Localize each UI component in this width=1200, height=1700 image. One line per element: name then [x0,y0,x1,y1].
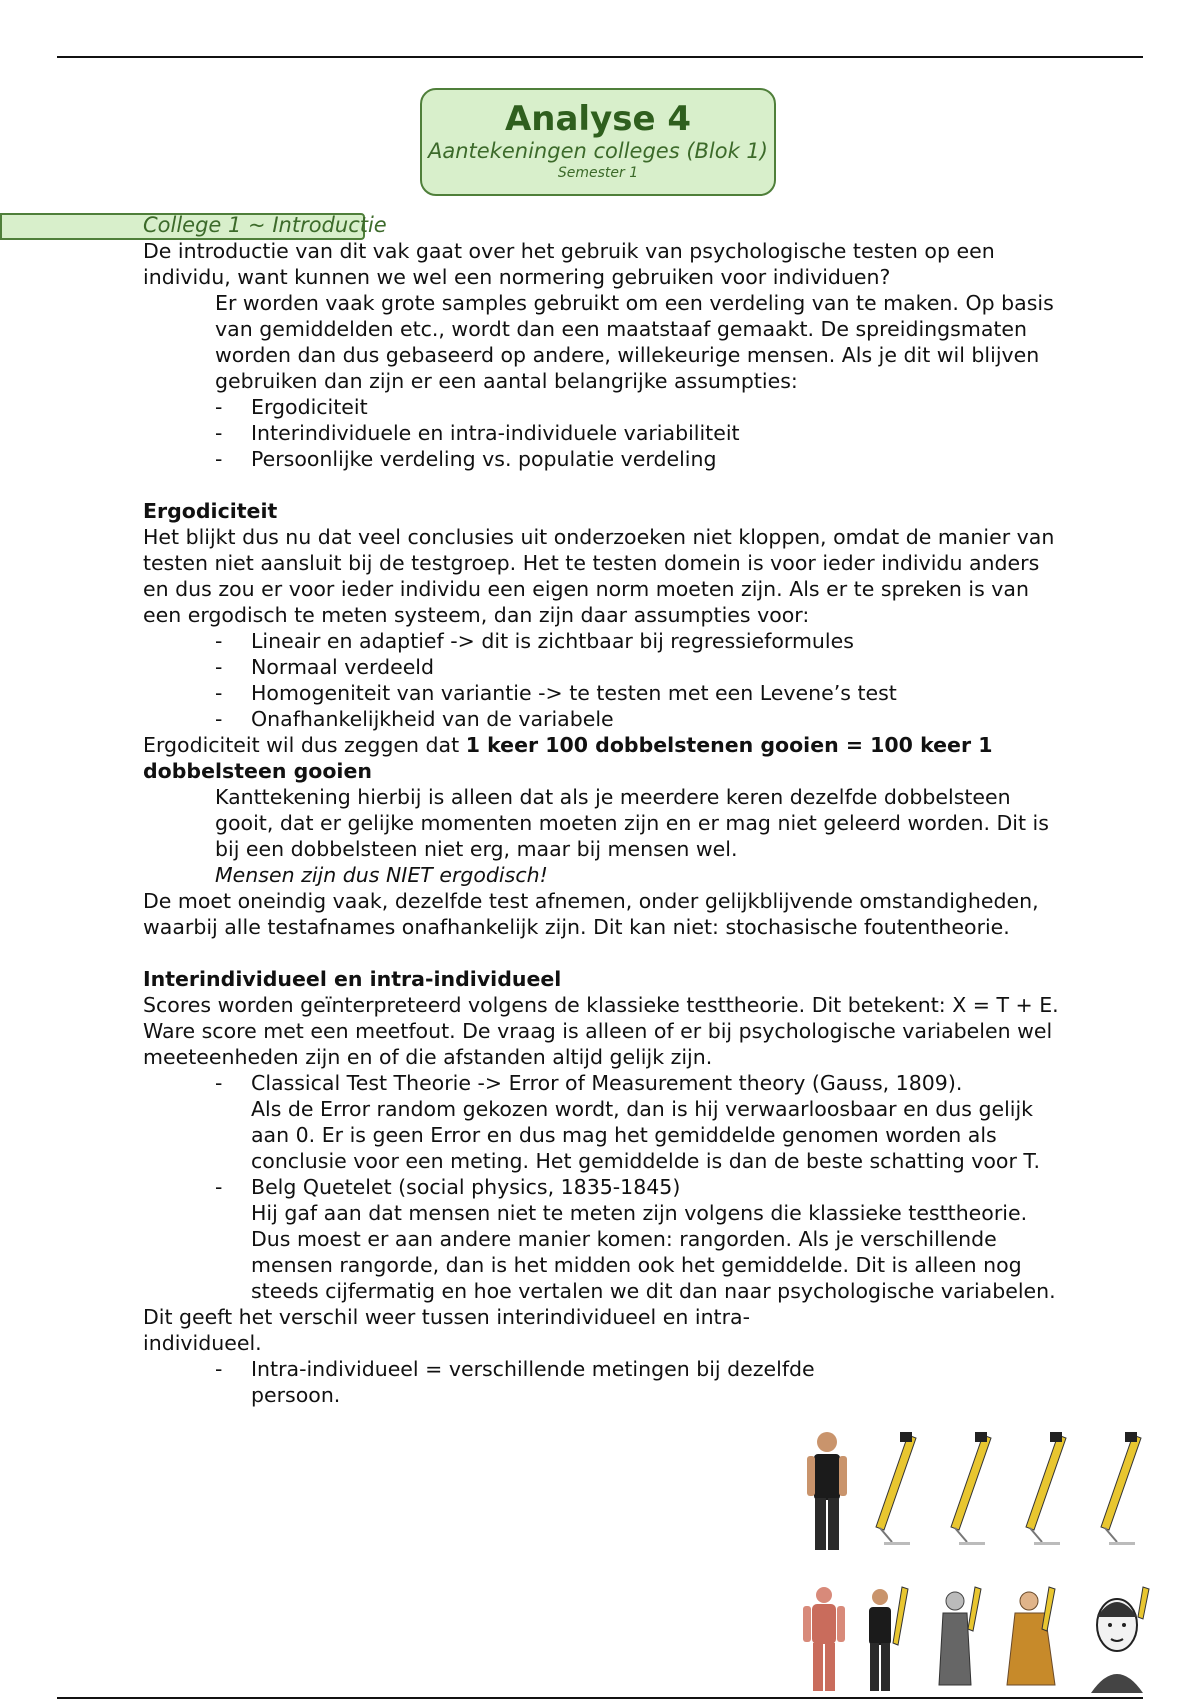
measurement-illustration [795,1425,1155,1697]
list-item: - Onafhankelijkheid van de variabele [215,706,1063,732]
stochastic-paragraph: De moet oneindig vaak, dezelfde test afnemen, onder gelijkblijvende omstandigheden, waarbij alle testafnames onafhankelijk zijn. Dit kan niet: stochasische foutentheorie. [143,889,1039,939]
list-item: - Homogeniteit van variantie -> te testen met een Levene’s test [215,680,1063,706]
list-item: - Ergodiciteit [215,394,1063,420]
document-body [143,238,1063,1408]
list-item: - Persoonlijke verdeling vs. populatie verdeling [215,446,1063,472]
portrait-sketch-icon [1085,1585,1153,1693]
anatomy-figure [800,1585,848,1693]
list-item: - Interindividuele en intra-individuele variabiliteit [215,420,1063,446]
intro-indented-paragraph: Er worden vaak grote samples gebruikt om een verdeling van te maken. Op basis van gemiddelden etc., wordt dan een maatstaaf gemaakt. De spreidingsmaten worden dan dus gebaseerd op andere, willekeurige mensen. Als je dit wil blijven gebruiken dan zijn er een aantal belangrijke assumpties: [215,291,1054,393]
semester-label: Semester 1 [557,165,639,181]
dice-statement: 1 keer 100 dobbelstenen gooien = 100 keer 1 dobbelsteen gooien [143,733,993,783]
list-item: - Belg Quetelet (social physics, 1835-1845) Hij gaf aan dat mensen niet te meten zijn volgens die klassieke testtheorie. Dus moest er aan andere manier komen: rangorden. Als je verschillende mensen rangorde, dan is het midden ook het gemiddelde. Dit is alleen nog steeds cijfermatig en hoe vertalen we dit dan naar psychologische variabelen. [215,1174,1063,1304]
top-rule [57,56,1143,58]
ergodiciteit-paragraph: Het blijkt dus nu dat veel conclusies uit onderzoeken niet kloppen, omdat de manier van testen niet aansluit bij de testgroep. Het te testen domein is voor ieder individu anders en dus zou er voor ieder individu een eigen norm moeten zijn. Als er te spreken is van een ergodisch te meten systeem, dan zijn daar assumpties voor: [143,525,1055,627]
ergodic-assumptions-list [143,628,1063,732]
not-ergodic-note: Mensen zijn dus NIET ergodisch! [215,863,548,887]
inter-paragraph-1: Scores worden geïnterpreteerd volgens de klassieke testtheorie. Dit betekent: X = T + E. [143,993,1059,1017]
list-item: - Lineair en adaptief -> dit is zichtbaar bij regressieformules [215,628,1063,654]
document-subtitle: Aantekeningen colleges (Blok 1) [428,139,768,163]
tape-measure-icon [1095,1430,1145,1555]
tape-measure-icon [945,1430,995,1555]
figure-row-top [795,1430,1155,1560]
title-box [420,88,776,196]
intro-paragraph: De introductie van dit vak gaat over het gebruik van psychologische testen op een individu, want kunnen we wel een normering gebruiken voor individuen? [143,239,995,289]
assumptions-list [143,394,1063,472]
inter-paragraph-3: Dit geeft het verschil weer tussen interindividueel en intra-individueel. [143,1305,750,1355]
tape-measure-icon [870,1430,920,1555]
list-item: - Intra-individueel = verschillende metingen bij dezelfde persoon. [215,1356,855,1408]
section-heading-ergodiciteit: Ergodiciteit [143,499,278,523]
theory-list [143,1070,1063,1304]
ergodiciteit-definition: Ergodiciteit wil dus zeggen dat 1 keer 100 dobbelstenen gooien = 100 keer 1 dobbelsteen gooien [143,733,993,783]
tape-measure-icon [1020,1430,1070,1555]
man-with-tape-icon [860,1585,912,1693]
intra-list [143,1356,855,1408]
section-heading-inter: Interindividueel en intra-individueel [143,967,562,991]
document-title: Analyse 4 [504,99,692,139]
inter-paragraph-2: Ware score met een meetfout. De vraag is alleen of er bij psychologische variabelen wel meeteenheden zijn en of die afstanden altijd gelijk zijn. [143,1019,1053,1069]
figure-row-bottom [795,1585,1155,1695]
dice-note: Kanttekening hierbij is alleen dat als je meerdere keren dezelfde dobbelsteen gooit, dat er gelijke momenten moeten zijn en er mag niet geleerd worden. Dit is bij een dobbelsteen niet erg, maar bij mensen wel. Mensen zijn dus NIET ergodisch! [215,785,1049,887]
historical-figure-icon [935,1585,985,1693]
list-item: - Normaal verdeeld [215,654,1063,680]
man-figure [805,1430,849,1555]
bottom-rule [57,1697,1143,1699]
robed-figure-icon [1005,1585,1061,1693]
college-heading: College 1 ~ Introductie [143,213,387,237]
list-item: - Classical Test Theorie -> Error of Measurement theory (Gauss, 1809). Als de Error random gekozen wordt, dan is hij verwaarloosbaar en dus gelijk aan 0. Er is geen Error en dus mag het gemiddelde genomen worden als conclusie voor een meting. Het gemiddelde is dan de beste schatting voor T. [215,1070,1063,1174]
